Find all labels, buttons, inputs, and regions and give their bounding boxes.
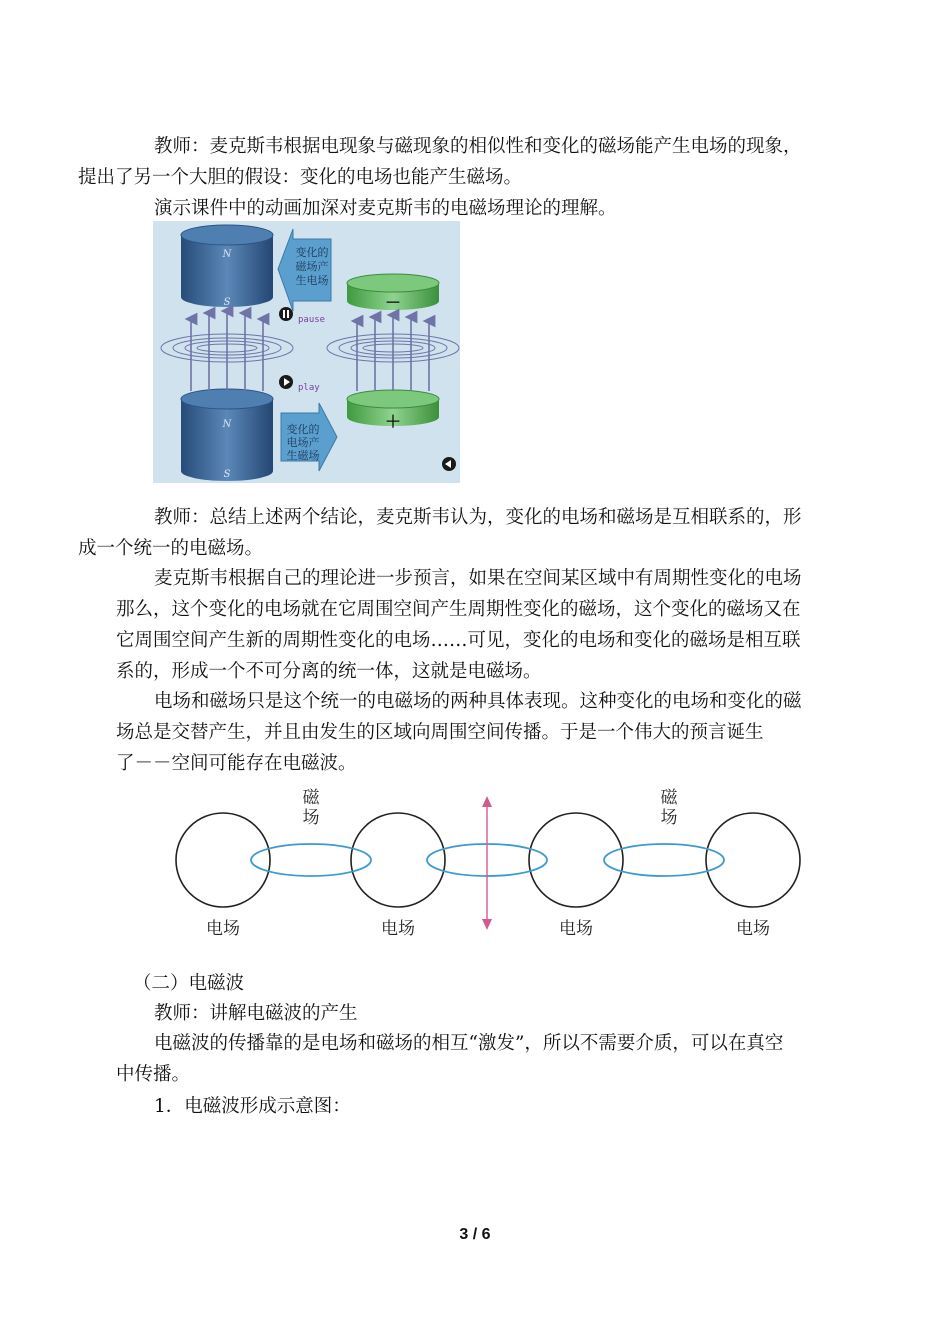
text-line: 电磁波的传播靠的是电场和磁场的相互“激发”，所以不需要介质，可以在真空 [154, 1033, 784, 1054]
text-line: 麦克斯韦根据自己的理论进一步预言，如果在空间某区域中有周期性变化的电场 [154, 568, 802, 589]
page-number: 3 / 6 [459, 1226, 491, 1243]
magnetic-label-char: 磁 [660, 788, 678, 808]
text-line: 场总是交替产生，并且由发生的区域向周围空间传播。于是一个伟大的预言诞生 [116, 722, 764, 743]
text-line: 教师：总结上述两个结论，麦克斯韦认为，变化的电场和磁场是互相联系的，形 [154, 507, 802, 528]
magnet-north-label: N [222, 419, 232, 430]
paragraph-summary [78, 502, 836, 564]
arrow-bottom-line: 生磁场 [286, 449, 320, 462]
play-label: play [298, 383, 320, 393]
paragraph-demo [116, 193, 836, 224]
magnetic-label-char: 场 [660, 808, 678, 828]
arrow-bottom-line: 电场产 [286, 436, 320, 449]
plate-top-sign: － [384, 293, 402, 312]
magnet-south-label: S [223, 469, 231, 480]
arrow-top-line: 生电场 [295, 274, 329, 287]
paragraph-figure-caption [116, 1091, 836, 1122]
text-line: 教师：麦克斯韦根据电现象与磁现象的相似性和变化的磁场能产生电场的现象， [154, 136, 802, 157]
text-line: 了－－空间可能存在电磁波。 [116, 753, 357, 774]
paragraph-prediction [116, 563, 836, 687]
electric-field-label: 电场 [206, 919, 240, 939]
text-line: 系的，形成一个不可分离的统一体，这就是电磁场。 [116, 661, 542, 682]
paragraph-teacher-explain [116, 998, 836, 1029]
text-line: 成一个统一的电磁场。 [78, 538, 264, 559]
plate-top [347, 274, 439, 312]
text-line: 它周围空间产生新的周期性变化的电场……可见，变化的电场和变化的磁场是相互联 [116, 630, 801, 651]
text-line: 提出了另一个大胆的假设：变化的电场也能产生磁场。 [78, 167, 523, 188]
text-line: 电场和磁场只是这个统一的电磁场的两种具体表现。这种变化的电场和变化的磁 [154, 691, 802, 712]
text-line: 中传播。 [116, 1064, 191, 1085]
figure-field-animation [153, 221, 460, 483]
plate-bottom-sign: ＋ [384, 412, 402, 431]
text-line: 那么，这个变化的电场就在它周围空间产生周期性变化的磁场，这个变化的磁场又在 [116, 599, 801, 620]
electric-field-label: 电场 [381, 919, 415, 939]
text-line: 教师：讲解电磁波的产生 [154, 1003, 358, 1024]
text-line: （二）电磁波 [133, 973, 245, 994]
figure-field-chain [153, 783, 843, 955]
pause-label: pause [298, 315, 326, 325]
arrow-top-line: 变化的 [295, 246, 329, 259]
arrow-top-line: 磁场产 [295, 260, 329, 273]
magnet-south-label: S [223, 297, 231, 308]
paragraph-maxwell-hypothesis [78, 131, 836, 193]
electric-field-label: 电场 [736, 919, 770, 939]
text-line: 1．电磁波形成示意图： [154, 1096, 351, 1117]
arrow-bottom-line: 变化的 [286, 423, 320, 436]
electric-field-label: 电场 [559, 919, 593, 939]
magnet-top [181, 225, 273, 308]
paragraph-em-wave-intro [116, 686, 836, 779]
magnet-bottom [181, 389, 273, 481]
back-button[interactable] [442, 457, 456, 471]
section-heading-em-wave [133, 968, 853, 999]
magnetic-label-char: 场 [302, 808, 320, 828]
magnet-north-label: N [222, 249, 232, 260]
paragraph-propagation [116, 1028, 836, 1090]
magnetic-label-char: 磁 [302, 788, 320, 808]
text-line: 演示课件中的动画加深对麦克斯韦的电磁场理论的理解。 [154, 198, 617, 219]
